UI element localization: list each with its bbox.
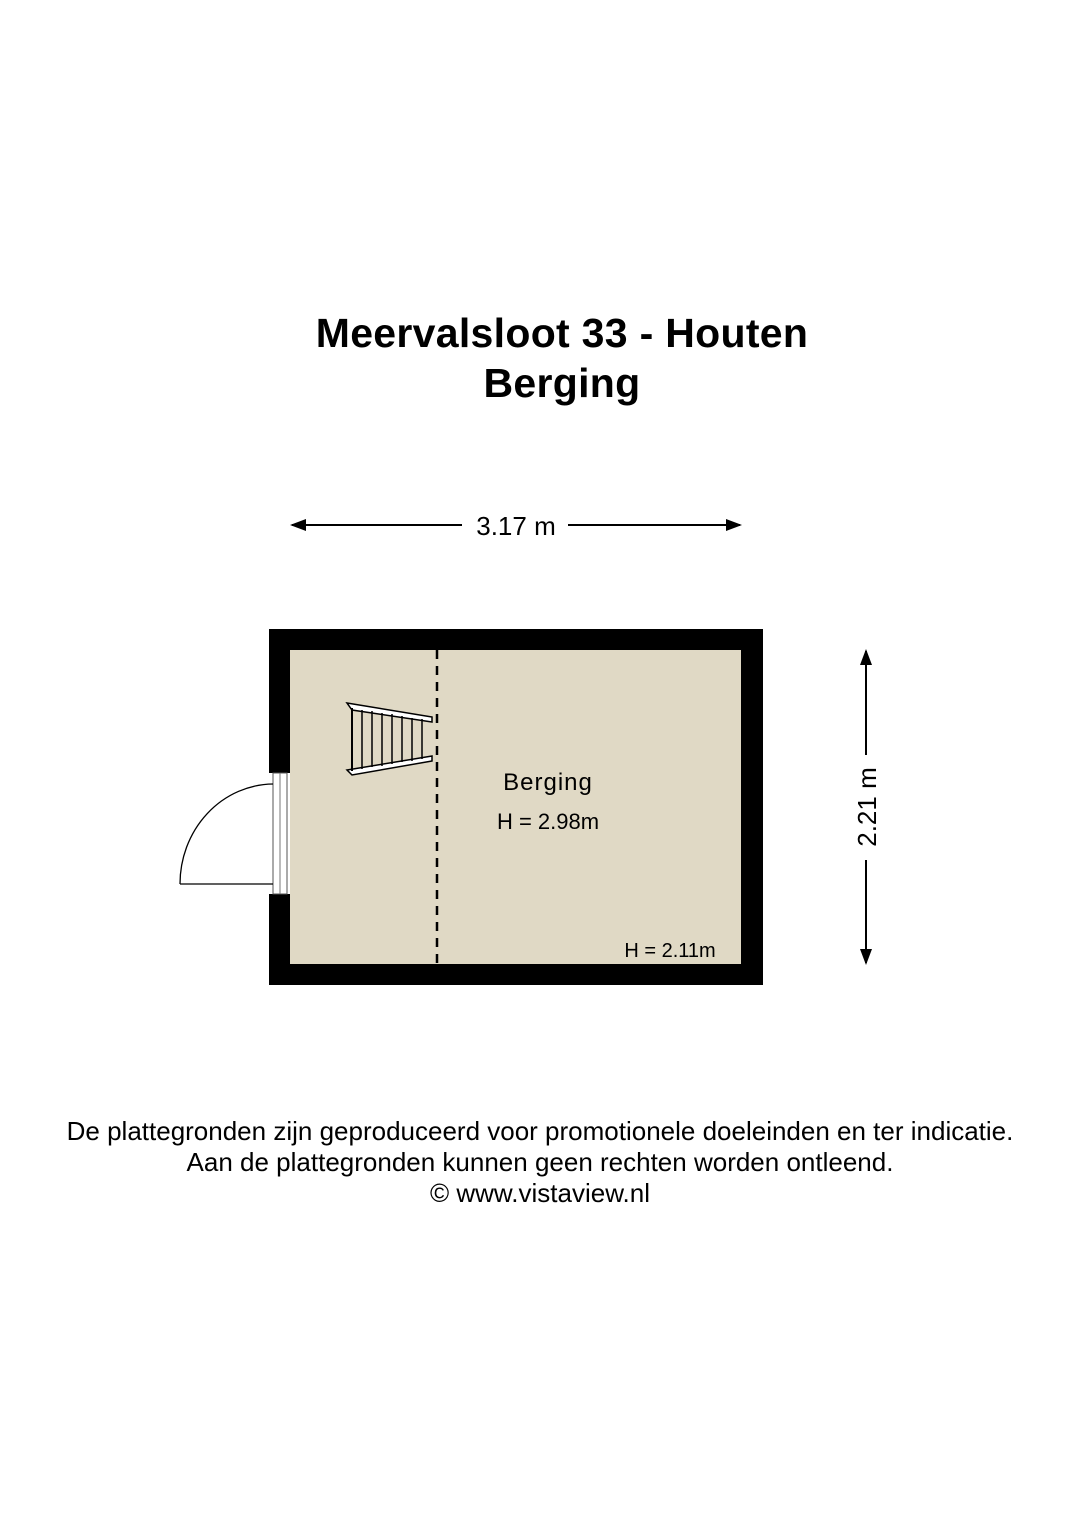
dimension-arrow-icon: [290, 519, 306, 531]
room-height-label: H = 2.98m: [496, 809, 600, 834]
disclaimer: [0, 1116, 1080, 1209]
width-dimension-label: 3.17 m: [476, 511, 556, 541]
disclaimer-line-1: De plattegronden zijn geproduceerd voor promotionele doeleinden en ter indicatie.: [66, 1116, 1014, 1146]
door-arc: [180, 784, 273, 884]
dimension-arrow-icon: [860, 949, 872, 965]
room-walls: [269, 629, 763, 985]
floor-title: Berging: [483, 360, 641, 406]
low-height-label: H = 2.11m: [624, 940, 716, 962]
width-dimension: [290, 511, 742, 541]
depth-dimension-label: 2.21 m: [852, 767, 882, 847]
dimension-arrow-icon: [726, 519, 742, 531]
dimension-arrow-icon: [860, 649, 872, 665]
copyright-line: © www.vistaview.nl: [430, 1178, 650, 1208]
disclaimer-line-2: Aan de plattegronden kunnen geen rechten worden ontleend.: [186, 1147, 894, 1177]
room-name-label: Berging: [503, 769, 593, 796]
door-swing-icon: [180, 784, 273, 884]
address-title: Meervalsloot 33 - Houten: [315, 310, 809, 356]
room-floor: [290, 650, 741, 964]
depth-dimension: [852, 649, 882, 965]
